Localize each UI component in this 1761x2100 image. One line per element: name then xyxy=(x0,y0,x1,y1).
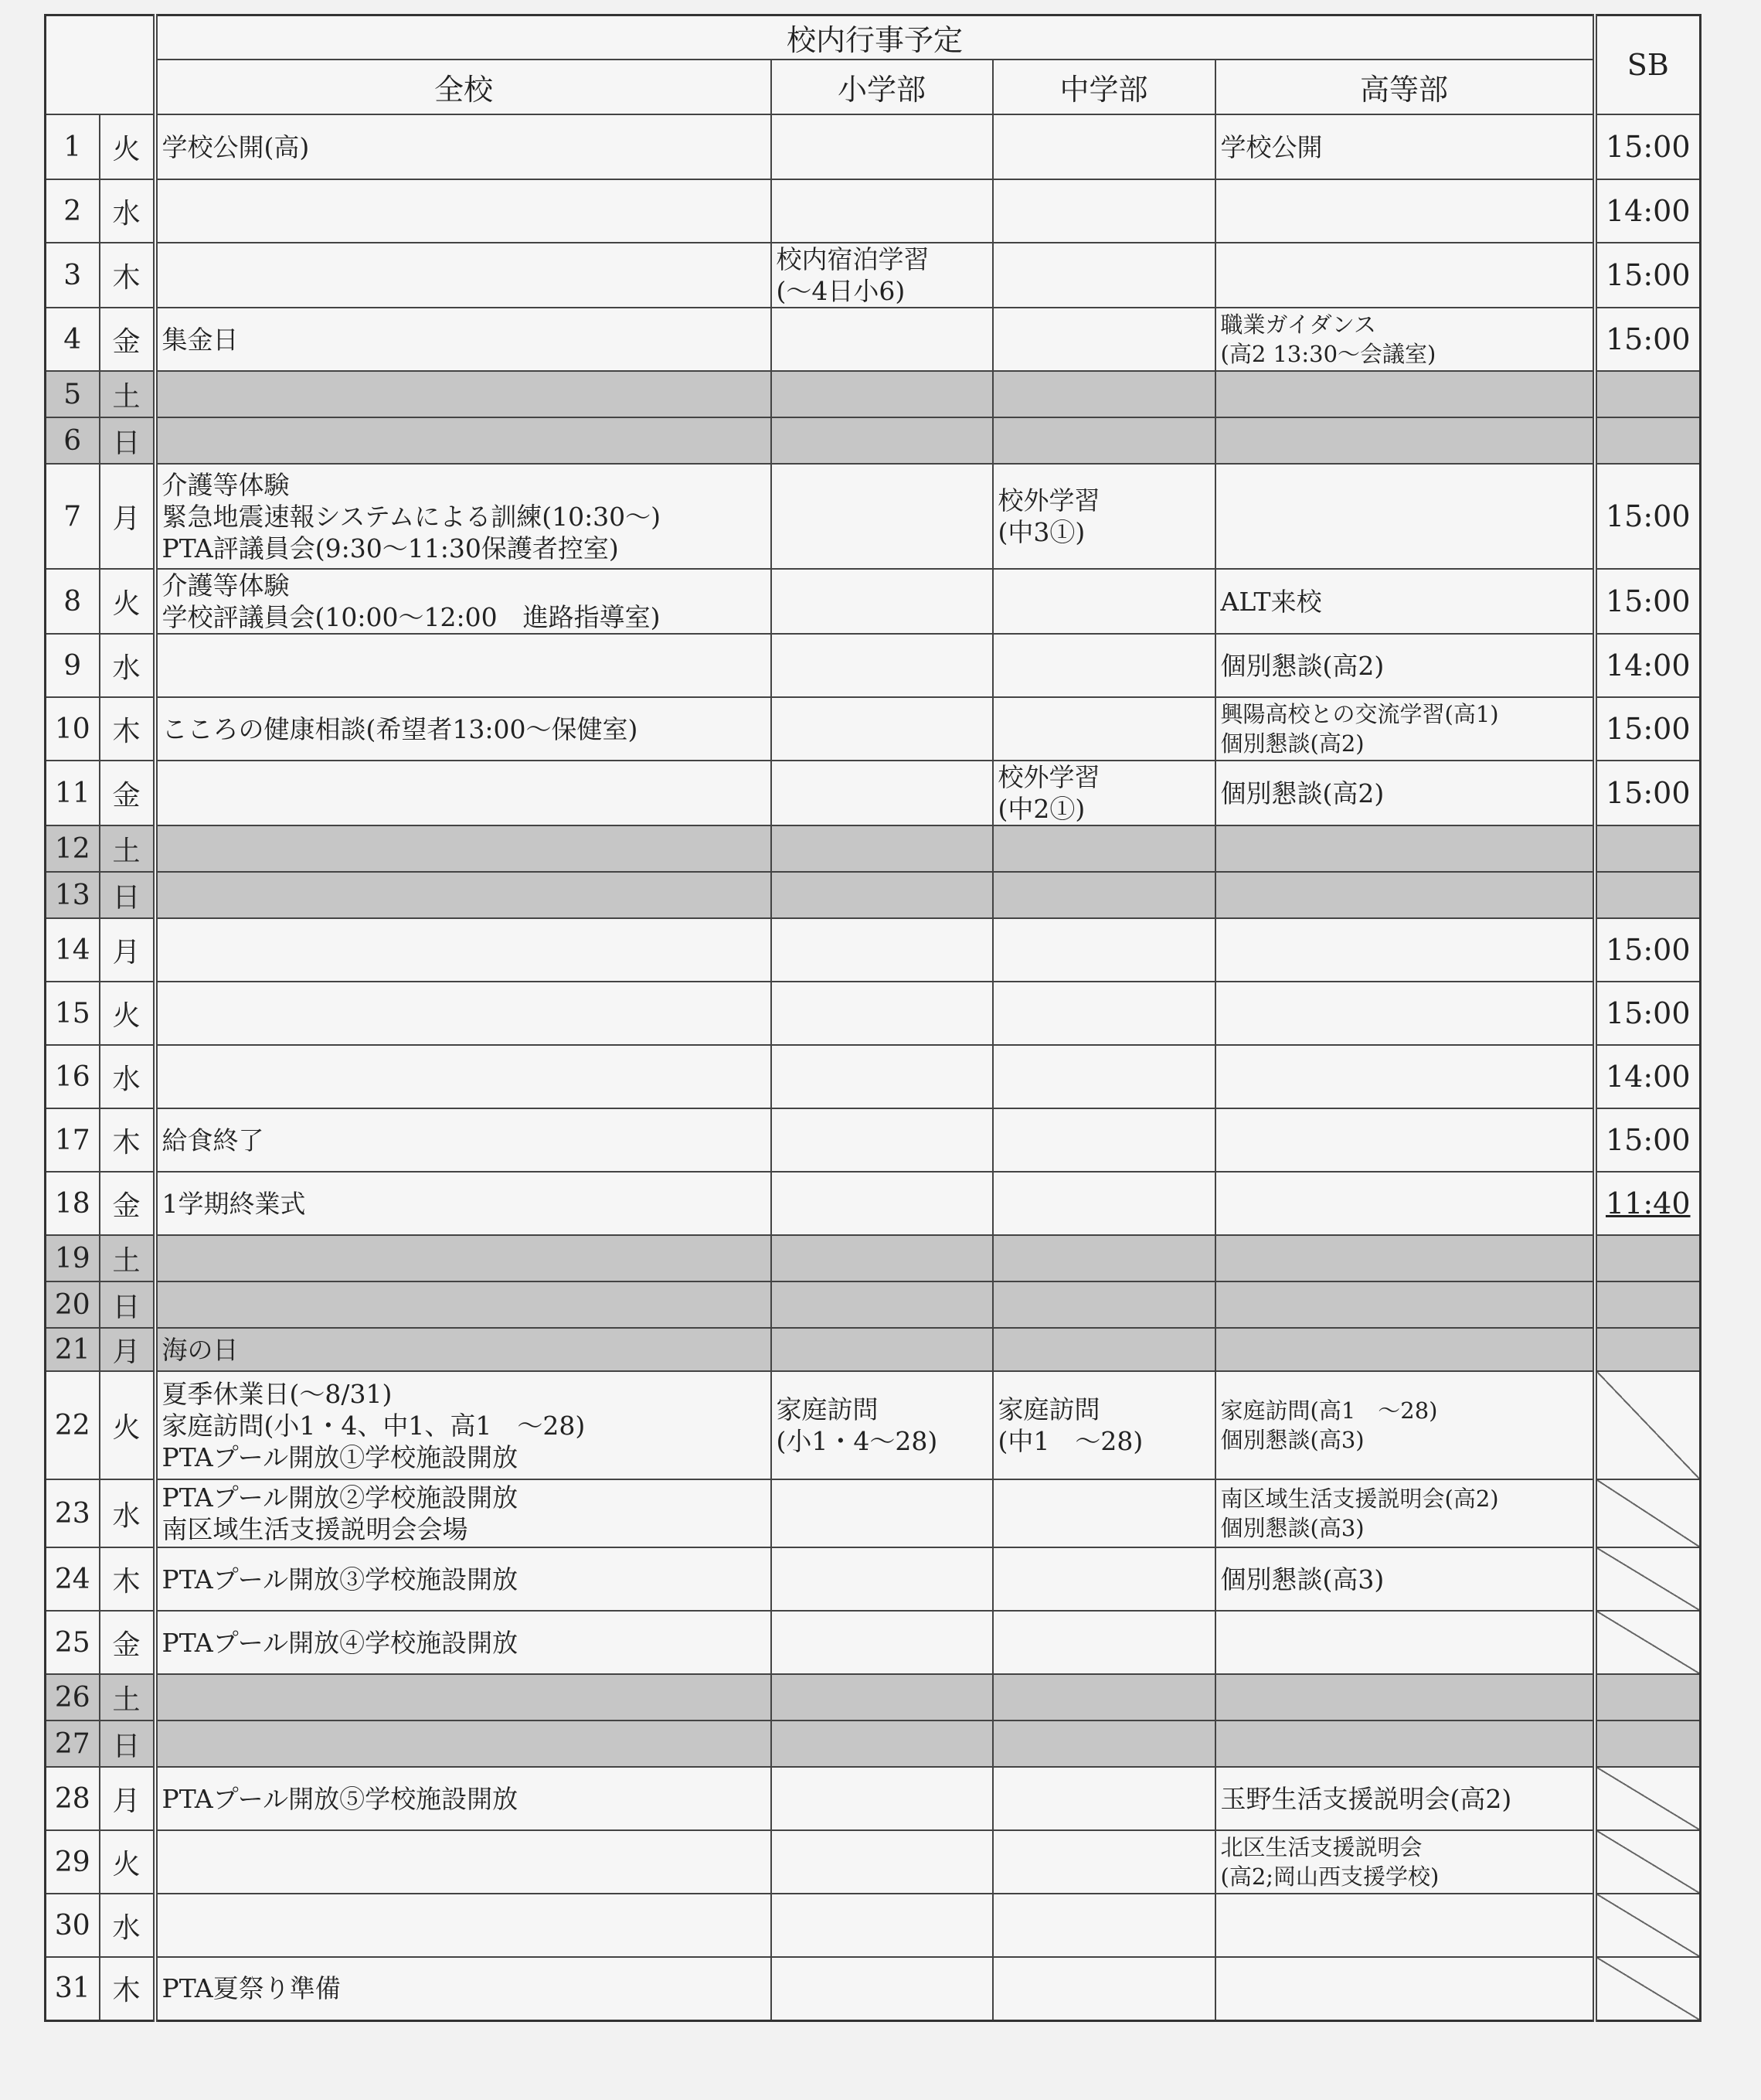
junior-high-event-cell xyxy=(993,1767,1215,1830)
junior-high-event-cell xyxy=(993,1611,1215,1674)
elementary-event-cell: 校内宿泊学習 (～4日小6) xyxy=(771,243,993,308)
schedule-rows xyxy=(46,114,1701,2020)
sb-time: 15:00 xyxy=(1606,933,1691,967)
junior-high-event-cell xyxy=(993,1894,1215,1957)
weekday-cell: 木 xyxy=(100,243,155,308)
day-number-cell: 16 xyxy=(46,1045,100,1108)
high-school-event-cell: 学校公開 xyxy=(1215,114,1595,179)
high-school-event-cell: 興陽高校との交流学習(高1) 個別懇談(高2) xyxy=(1215,697,1595,761)
day-number-cell: 30 xyxy=(46,1894,100,1957)
elementary-event-cell xyxy=(771,1674,993,1721)
day-number-cell: 10 xyxy=(46,697,100,761)
day-number-cell: 27 xyxy=(46,1721,100,1767)
high-school-event-cell: 家庭訪問(高1 ～28) 個別懇談(高3) xyxy=(1215,1371,1595,1479)
all-school-event-cell: PTAプール開放⑤学校施設開放 xyxy=(155,1767,771,1830)
schedule-row xyxy=(46,179,1701,243)
schedule-row xyxy=(46,243,1701,308)
junior-high-event-cell xyxy=(993,1172,1215,1235)
sb-time-cell xyxy=(1595,1328,1701,1371)
schedule-row xyxy=(46,417,1701,464)
schedule-row xyxy=(46,761,1701,825)
sb-time: 14:00 xyxy=(1606,194,1691,228)
all-school-event-cell: 介護等体験 緊急地震速報システムによる訓練(10:30～) PTA評議員会(9:30～11:30保護者控室) xyxy=(155,464,771,569)
weekday-cell: 水 xyxy=(100,1894,155,1957)
high-school-event-cell xyxy=(1215,1894,1595,1957)
weekday-cell: 月 xyxy=(100,1767,155,1830)
high-school-event-cell xyxy=(1215,1108,1595,1172)
elementary-event-cell xyxy=(771,179,993,243)
elementary-event-cell xyxy=(771,1611,993,1674)
schedule-row xyxy=(46,1281,1701,1328)
day-number-cell: 7 xyxy=(46,464,100,569)
elementary-event-cell xyxy=(771,569,993,634)
weekday-cell: 月 xyxy=(100,918,155,982)
high-school-event-cell: 玉野生活支援説明会(高2) xyxy=(1215,1767,1595,1830)
day-number-cell: 24 xyxy=(46,1547,100,1611)
weekday-cell: 土 xyxy=(100,825,155,872)
day-number-cell: 6 xyxy=(46,417,100,464)
junior-high-event-cell xyxy=(993,1830,1215,1894)
sb-time-cell xyxy=(1595,1957,1701,2020)
weekday-cell: 月 xyxy=(100,1328,155,1371)
schedule-row xyxy=(46,825,1701,872)
high-school-event-cell: 個別懇談(高2) xyxy=(1215,634,1595,697)
junior-high-event-cell xyxy=(993,825,1215,872)
day-number-cell: 8 xyxy=(46,569,100,634)
high-school-event-cell: ALT来校 xyxy=(1215,569,1595,634)
sb-time: 15:00 xyxy=(1606,712,1691,746)
high-school-event-cell: 個別懇談(高2) xyxy=(1215,761,1595,825)
all-school-event-cell: 給食終了 xyxy=(155,1108,771,1172)
sb-time-cell xyxy=(1595,1894,1701,1957)
all-school-event-cell: こころの健康相談(希望者13:00～保健室) xyxy=(155,697,771,761)
junior-high-event-cell xyxy=(993,918,1215,982)
schedule-row xyxy=(46,1674,1701,1721)
day-number-cell: 3 xyxy=(46,243,100,308)
weekday-cell: 日 xyxy=(100,1721,155,1767)
elementary-event-cell xyxy=(771,1721,993,1767)
elementary-event-cell xyxy=(771,371,993,417)
elementary-event-cell: 家庭訪問 (小1・4～28) xyxy=(771,1371,993,1479)
day-number-cell: 23 xyxy=(46,1479,100,1547)
junior-high-event-cell xyxy=(993,1045,1215,1108)
high-school-event-cell xyxy=(1215,1172,1595,1235)
event-schedule-table xyxy=(44,14,1702,2022)
high-school-event-cell xyxy=(1215,1235,1595,1281)
junior-high-event-cell xyxy=(993,982,1215,1045)
day-number-cell: 18 xyxy=(46,1172,100,1235)
junior-high-event-cell xyxy=(993,417,1215,464)
day-number-cell: 4 xyxy=(46,308,100,371)
all-school-event-cell xyxy=(155,179,771,243)
day-number-cell: 9 xyxy=(46,634,100,697)
sb-time: 15:00 xyxy=(1606,996,1691,1030)
sb-time-cell xyxy=(1595,371,1701,417)
weekday-cell: 日 xyxy=(100,872,155,918)
high-school-event-cell: 個別懇談(高3) xyxy=(1215,1547,1595,1611)
sb-time-cell xyxy=(1595,464,1701,569)
schedule-row xyxy=(46,1894,1701,1957)
day-number-cell: 15 xyxy=(46,982,100,1045)
high-school-event-cell: 職業ガイダンス (高2 13:30～会議室) xyxy=(1215,308,1595,371)
schedule-row xyxy=(46,569,1701,634)
high-school-event-cell xyxy=(1215,982,1595,1045)
sb-time-cell xyxy=(1595,825,1701,872)
all-school-event-cell xyxy=(155,825,771,872)
elementary-event-cell xyxy=(771,982,993,1045)
high-school-event-cell xyxy=(1215,1957,1595,2020)
weekday-cell: 水 xyxy=(100,179,155,243)
all-school-event-cell xyxy=(155,1894,771,1957)
sb-time-cell xyxy=(1595,179,1701,243)
all-school-event-cell xyxy=(155,417,771,464)
weekday-cell: 土 xyxy=(100,1235,155,1281)
sb-time-cell xyxy=(1595,982,1701,1045)
sb-time-cell xyxy=(1595,1767,1701,1830)
sb-time: 15:00 xyxy=(1606,499,1691,533)
all-school-event-cell: PTAプール開放②学校施設開放 南区域生活支援説明会会場 xyxy=(155,1479,771,1547)
elementary-column-header: 小学部 xyxy=(771,60,993,114)
sb-time-cell xyxy=(1595,1547,1701,1611)
sb-time-cell xyxy=(1595,918,1701,982)
junior-high-event-cell xyxy=(993,1721,1215,1767)
junior-high-event-cell: 校外学習 (中3①) xyxy=(993,464,1215,569)
all-school-event-cell xyxy=(155,371,771,417)
junior-high-event-cell: 校外学習 (中2①) xyxy=(993,761,1215,825)
sb-time-cell xyxy=(1595,872,1701,918)
day-number-cell: 22 xyxy=(46,1371,100,1479)
all-school-event-cell xyxy=(155,918,771,982)
elementary-event-cell xyxy=(771,1045,993,1108)
high-school-event-cell xyxy=(1215,1674,1595,1721)
junior-high-event-cell xyxy=(993,697,1215,761)
high-school-event-cell xyxy=(1215,825,1595,872)
all-school-event-cell xyxy=(155,634,771,697)
sb-time-cell xyxy=(1595,308,1701,371)
junior-high-event-cell xyxy=(993,371,1215,417)
sb-time-cell xyxy=(1595,243,1701,308)
high-school-event-cell xyxy=(1215,417,1595,464)
junior-high-event-cell xyxy=(993,1479,1215,1547)
junior-high-event-cell xyxy=(993,1235,1215,1281)
all-school-event-cell xyxy=(155,1235,771,1281)
elementary-event-cell xyxy=(771,825,993,872)
sb-time: 14:00 xyxy=(1606,1060,1691,1094)
schedule-row xyxy=(46,697,1701,761)
weekday-cell: 火 xyxy=(100,982,155,1045)
day-number-cell: 29 xyxy=(46,1830,100,1894)
schedule-row xyxy=(46,1235,1701,1281)
sb-time: 11:40 xyxy=(1606,1186,1691,1220)
high-school-column-header: 高等部 xyxy=(1215,60,1595,114)
junior-high-event-cell xyxy=(993,1674,1215,1721)
weekday-cell: 金 xyxy=(100,761,155,825)
all-school-event-cell xyxy=(155,761,771,825)
all-school-event-cell xyxy=(155,1045,771,1108)
sb-time-cell xyxy=(1595,569,1701,634)
sb-time-cell xyxy=(1595,761,1701,825)
weekday-cell: 水 xyxy=(100,634,155,697)
schedule-row xyxy=(46,1611,1701,1674)
high-school-event-cell xyxy=(1215,243,1595,308)
schedule-row xyxy=(46,1172,1701,1235)
junior-high-event-cell xyxy=(993,243,1215,308)
sb-time-cell xyxy=(1595,1830,1701,1894)
junior-high-event-cell xyxy=(993,114,1215,179)
high-school-event-cell xyxy=(1215,179,1595,243)
all-school-column-header: 全校 xyxy=(155,60,771,114)
all-school-event-cell: 学校公開(高) xyxy=(155,114,771,179)
all-school-event-cell: PTA夏祭り準備 xyxy=(155,1957,771,2020)
weekday-cell: 火 xyxy=(100,1371,155,1479)
day-number-cell: 31 xyxy=(46,1957,100,2020)
elementary-event-cell xyxy=(771,634,993,697)
day-number-cell: 25 xyxy=(46,1611,100,1674)
elementary-event-cell xyxy=(771,114,993,179)
junior-high-event-cell xyxy=(993,1328,1215,1371)
schedule-row xyxy=(46,1767,1701,1830)
junior-high-event-cell: 家庭訪問 (中1 ～28) xyxy=(993,1371,1215,1479)
junior-high-column-header: 中学部 xyxy=(993,60,1215,114)
weekday-cell: 火 xyxy=(100,114,155,179)
schedule-row xyxy=(46,634,1701,697)
all-school-event-cell xyxy=(155,1281,771,1328)
all-school-event-cell: PTAプール開放④学校施設開放 xyxy=(155,1611,771,1674)
weekday-cell: 木 xyxy=(100,697,155,761)
day-number-cell: 20 xyxy=(46,1281,100,1328)
all-school-event-cell: 夏季休業日(～8/31) 家庭訪問(小1・4、中1、高1 ～28) PTAプール開放①学校施設開放 xyxy=(155,1371,771,1479)
day-number-cell: 28 xyxy=(46,1767,100,1830)
weekday-cell: 木 xyxy=(100,1547,155,1611)
elementary-event-cell xyxy=(771,1235,993,1281)
elementary-event-cell xyxy=(771,1281,993,1328)
schedule-row xyxy=(46,1328,1701,1371)
schedule-row xyxy=(46,1721,1701,1767)
all-school-event-cell xyxy=(155,1674,771,1721)
sb-time-cell xyxy=(1595,634,1701,697)
sb-time-cell xyxy=(1595,1108,1701,1172)
schedule-row xyxy=(46,1045,1701,1108)
weekday-cell: 日 xyxy=(100,1281,155,1328)
sb-time-cell xyxy=(1595,1281,1701,1328)
schedule-row xyxy=(46,982,1701,1045)
weekday-cell: 金 xyxy=(100,1611,155,1674)
all-school-event-cell xyxy=(155,872,771,918)
day-number-cell: 17 xyxy=(46,1108,100,1172)
schedule-row xyxy=(46,1957,1701,2020)
weekday-cell: 月 xyxy=(100,464,155,569)
sb-time: 15:00 xyxy=(1606,130,1691,164)
weekday-cell: 金 xyxy=(100,1172,155,1235)
high-school-event-cell xyxy=(1215,371,1595,417)
sb-time-cell xyxy=(1595,1371,1701,1479)
all-school-event-cell xyxy=(155,982,771,1045)
sb-time: 15:00 xyxy=(1606,258,1691,292)
schedule-row xyxy=(46,872,1701,918)
junior-high-event-cell xyxy=(993,1957,1215,2020)
schedule-row xyxy=(46,1830,1701,1894)
sb-time-cell xyxy=(1595,417,1701,464)
junior-high-event-cell xyxy=(993,1547,1215,1611)
sb-time-cell xyxy=(1595,1235,1701,1281)
elementary-event-cell xyxy=(771,918,993,982)
schedule-row xyxy=(46,1479,1701,1547)
weekday-cell: 水 xyxy=(100,1479,155,1547)
high-school-event-cell xyxy=(1215,872,1595,918)
all-school-event-cell xyxy=(155,243,771,308)
elementary-event-cell xyxy=(771,1108,993,1172)
elementary-event-cell xyxy=(771,761,993,825)
high-school-event-cell xyxy=(1215,1328,1595,1371)
junior-high-event-cell xyxy=(993,872,1215,918)
elementary-event-cell xyxy=(771,417,993,464)
header-blank-cell xyxy=(46,15,155,115)
high-school-event-cell xyxy=(1215,1611,1595,1674)
junior-high-event-cell xyxy=(993,308,1215,371)
sb-time: 15:00 xyxy=(1606,584,1691,618)
weekday-cell: 金 xyxy=(100,308,155,371)
all-school-event-cell: 1学期終業式 xyxy=(155,1172,771,1235)
weekday-cell: 火 xyxy=(100,569,155,634)
elementary-event-cell xyxy=(771,464,993,569)
schedule-row xyxy=(46,371,1701,417)
junior-high-event-cell xyxy=(993,1281,1215,1328)
elementary-event-cell xyxy=(771,1894,993,1957)
all-school-event-cell: 海の日 xyxy=(155,1328,771,1371)
all-school-event-cell: PTAプール開放③学校施設開放 xyxy=(155,1547,771,1611)
schedule-row xyxy=(46,1108,1701,1172)
sb-time: 15:00 xyxy=(1606,1123,1691,1157)
schedule-row xyxy=(46,1371,1701,1479)
weekday-cell: 木 xyxy=(100,1957,155,2020)
high-school-event-cell: 北区生活支援説明会 (高2;岡山西支援学校) xyxy=(1215,1830,1595,1894)
all-school-event-cell xyxy=(155,1830,771,1894)
weekday-cell: 土 xyxy=(100,371,155,417)
sb-column-header: SB xyxy=(1595,15,1701,115)
sb-time-cell xyxy=(1595,1721,1701,1767)
day-number-cell: 2 xyxy=(46,179,100,243)
day-number-cell: 12 xyxy=(46,825,100,872)
high-school-event-cell xyxy=(1215,464,1595,569)
junior-high-event-cell xyxy=(993,569,1215,634)
elementary-event-cell xyxy=(771,1328,993,1371)
day-number-cell: 5 xyxy=(46,371,100,417)
junior-high-event-cell xyxy=(993,634,1215,697)
schedule-row xyxy=(46,114,1701,179)
schedule-row xyxy=(46,464,1701,569)
all-school-event-cell xyxy=(155,1721,771,1767)
day-number-cell: 1 xyxy=(46,114,100,179)
elementary-event-cell xyxy=(771,1830,993,1894)
day-number-cell: 14 xyxy=(46,918,100,982)
sb-time-cell xyxy=(1595,1611,1701,1674)
sb-time-cell xyxy=(1595,1674,1701,1721)
high-school-event-cell: 南区域生活支援説明会(高2) 個別懇談(高3) xyxy=(1215,1479,1595,1547)
high-school-event-cell xyxy=(1215,1721,1595,1767)
sb-time-cell xyxy=(1595,1479,1701,1547)
junior-high-event-cell xyxy=(993,179,1215,243)
high-school-event-cell xyxy=(1215,1045,1595,1108)
school-events-header: 校内行事予定 xyxy=(155,15,1595,60)
schedule-row xyxy=(46,1547,1701,1611)
sb-time-cell xyxy=(1595,114,1701,179)
schedule-row xyxy=(46,308,1701,371)
high-school-event-cell xyxy=(1215,1281,1595,1328)
elementary-event-cell xyxy=(771,1767,993,1830)
weekday-cell: 火 xyxy=(100,1830,155,1894)
sb-time: 15:00 xyxy=(1606,776,1691,810)
elementary-event-cell xyxy=(771,1479,993,1547)
elementary-event-cell xyxy=(771,1957,993,2020)
weekday-cell: 水 xyxy=(100,1045,155,1108)
day-number-cell: 21 xyxy=(46,1328,100,1371)
day-number-cell: 13 xyxy=(46,872,100,918)
elementary-event-cell xyxy=(771,872,993,918)
schedule-row xyxy=(46,918,1701,982)
sb-time-cell xyxy=(1595,1172,1701,1235)
weekday-cell: 土 xyxy=(100,1674,155,1721)
elementary-event-cell xyxy=(771,1547,993,1611)
all-school-event-cell: 介護等体験 学校評議員会(10:00～12:00 進路指導室) xyxy=(155,569,771,634)
weekday-cell: 木 xyxy=(100,1108,155,1172)
sb-time: 15:00 xyxy=(1606,322,1691,356)
high-school-event-cell xyxy=(1215,918,1595,982)
sb-time-cell xyxy=(1595,697,1701,761)
day-number-cell: 26 xyxy=(46,1674,100,1721)
all-school-event-cell: 集金日 xyxy=(155,308,771,371)
day-number-cell: 19 xyxy=(46,1235,100,1281)
elementary-event-cell xyxy=(771,697,993,761)
elementary-event-cell xyxy=(771,1172,993,1235)
day-number-cell: 11 xyxy=(46,761,100,825)
junior-high-event-cell xyxy=(993,1108,1215,1172)
weekday-cell: 日 xyxy=(100,417,155,464)
elementary-event-cell xyxy=(771,308,993,371)
sb-time: 14:00 xyxy=(1606,648,1691,682)
sb-time-cell xyxy=(1595,1045,1701,1108)
